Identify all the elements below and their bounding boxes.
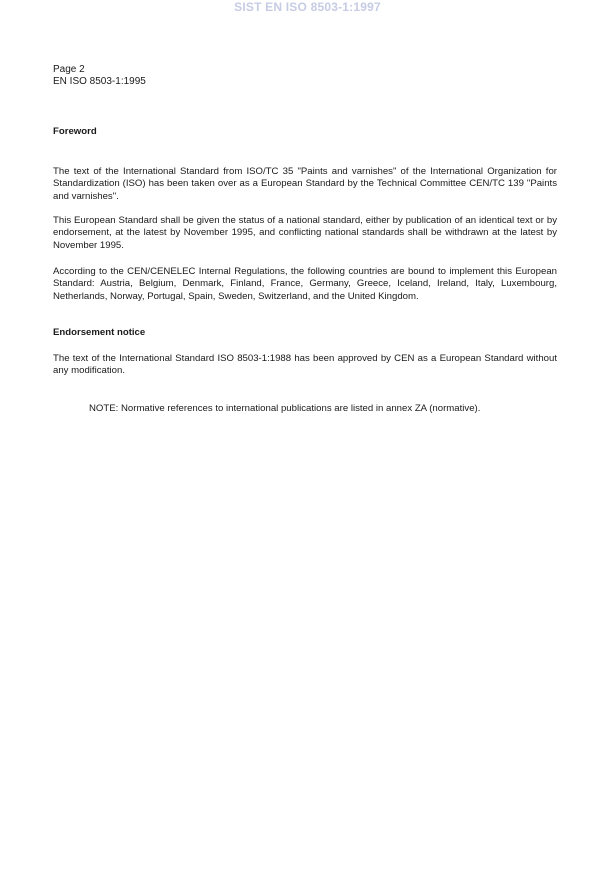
foreword-paragraph-1: The text of the International Standard from ISO/TC 35 "Paints and varnishes" of the International Organization for Standardization (ISO) has been taken over as a European Standard by the Technical Committee CEN/TC 139 "Paints and varnishes". xyxy=(53,166,557,202)
endorsement-paragraph: The text of the International Standard ISO 8503-1:1988 has been approved by CEN as a European Standard without any modification. xyxy=(53,353,557,377)
page-number: Page 2 xyxy=(53,64,85,75)
foreword-paragraph-3: According to the CEN/CENELEC Internal Regulations, the following countries are bound to implement this European Standard: Austria, Belgium, Denmark, Finland, France, Germany, Greece, Iceland, Ireland, Italy, Luxembourg, Netherlands, Norway, Portugal, Spain, Sweden, Switzerland, and the United Kingdom. xyxy=(53,266,557,302)
normative-note: NOTE: Normative references to international publications are listed in annex ZA (normative). xyxy=(89,403,481,414)
page-header xyxy=(53,64,146,88)
foreword-heading: Foreword xyxy=(53,126,97,137)
foreword-paragraph-2: This European Standard shall be given the status of a national standard, either by publication of an identical text or by endorsement, at the latest by November 1995, and conflicting national standards shall be withdrawn at the latest by November 1995. xyxy=(53,215,557,251)
standard-id: EN ISO 8503-1:1995 xyxy=(53,76,146,87)
endorsement-heading: Endorsement notice xyxy=(53,327,146,338)
watermark: SIST EN ISO 8503-1:1997 xyxy=(234,0,381,14)
